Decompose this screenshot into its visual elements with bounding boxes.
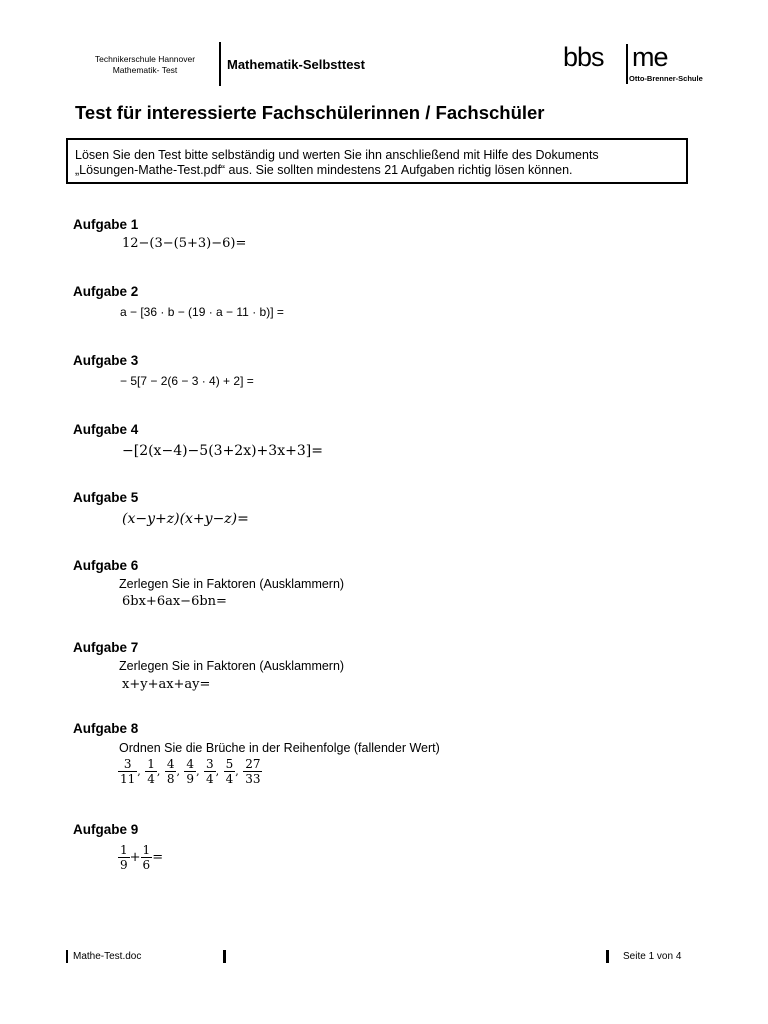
task-4-expression: −[2(x−4)−5(3+2x)+3x+3]= (122, 443, 323, 459)
denominator: 9 (186, 772, 195, 786)
school-line-2: Mathematik- Test (112, 65, 178, 75)
denominator: 33 (245, 772, 261, 786)
fraction (184, 757, 196, 786)
page-title: Test für interessierte Fachschülerinnen / Fachschüler (75, 102, 545, 123)
task-3-heading: Aufgabe 3 (73, 353, 139, 368)
school-name (80, 54, 210, 76)
equals-sign: = (152, 850, 164, 865)
separator: , (215, 765, 220, 778)
task-5-expression: (x−y+z)(x+y−z)= (122, 511, 249, 527)
numerator: 1 (142, 843, 151, 857)
task-6-heading: Aufgabe 6 (73, 558, 139, 573)
task-4-heading: Aufgabe 4 (73, 422, 139, 437)
numerator: 27 (245, 757, 261, 771)
bbs-me-logo (563, 42, 708, 87)
task-9-expression (118, 843, 163, 872)
footer-bar-middle (223, 950, 226, 963)
fraction (243, 757, 262, 786)
separator: , (196, 765, 200, 778)
denominator: 4 (225, 772, 234, 786)
task-1-heading: Aufgabe 1 (73, 217, 139, 232)
numerator: 1 (147, 757, 155, 771)
footer-page-number: Seite 1 von 4 (623, 951, 682, 962)
fraction (118, 843, 130, 872)
task-9-heading: Aufgabe 9 (73, 822, 139, 837)
denominator: 9 (120, 858, 128, 872)
separator: , (156, 765, 161, 778)
denominator: 4 (147, 772, 155, 786)
task-8-heading: Aufgabe 8 (73, 721, 139, 736)
separator: , (137, 765, 141, 778)
separator: , (176, 765, 180, 778)
task-8-note: Ordnen Sie die Brüche in der Reihenfolge (fallender Wert) (119, 741, 440, 755)
header-divider (219, 42, 221, 86)
instruction-line-1: Lösen Sie den Test bitte selbständig und werten Sie ihn anschließend mit Hilfe des Dokuments (75, 148, 599, 162)
logo-divider (626, 44, 628, 84)
fraction (141, 843, 153, 872)
numerator: 3 (206, 757, 214, 771)
numerator: 5 (225, 757, 234, 771)
numerator: 4 (166, 757, 175, 771)
footer-filename: Mathe-Test.doc (73, 951, 142, 962)
logo-subtitle: Otto-Brenner-Schule (629, 74, 703, 83)
task-6-expression: 6bx+6ax−6bn= (122, 594, 227, 609)
fraction (204, 757, 216, 786)
task-7-expression: x+y+ax+ay= (122, 677, 211, 692)
numerator: 4 (186, 757, 195, 771)
task-7-heading: Aufgabe 7 (73, 640, 139, 655)
fraction (145, 757, 157, 786)
fraction (165, 757, 177, 786)
fraction (224, 757, 236, 786)
denominator: 4 (206, 772, 214, 786)
task-7-note: Zerlegen Sie in Faktoren (Ausklammern) (119, 659, 345, 673)
footer-bar-right (606, 950, 609, 963)
numerator: 3 (123, 757, 132, 771)
logo-me-text: me (632, 42, 668, 72)
separator: , (235, 765, 239, 778)
footer-bar-left (66, 950, 68, 963)
task-2-heading: Aufgabe 2 (73, 284, 139, 299)
instruction-box (66, 138, 688, 184)
task-5-heading: Aufgabe 5 (73, 490, 139, 505)
fraction (118, 757, 137, 786)
task-2-expression: a − [36 · b − (19 · a − 11 · b)] = (120, 305, 284, 319)
task-3-expression: − 5[7 − 2(6 − 3 · 4) + 2] = (120, 374, 254, 388)
denominator: 6 (142, 858, 151, 872)
task-8-fraction-list (118, 757, 262, 786)
instruction-line-2: „Lösungen-Mathe-Test.pdf“ aus. Sie sollten mindestens 21 Aufgaben richtig lösen können. (75, 163, 573, 177)
task-1-expression: 12−(3−(5+3)−6)= (122, 236, 247, 251)
task-6-note: Zerlegen Sie in Faktoren (Ausklammern) (119, 577, 345, 591)
denominator: 8 (166, 772, 175, 786)
doc-title: Mathematik-Selbsttest (227, 57, 365, 72)
numerator: 1 (120, 843, 128, 857)
denominator: 11 (120, 772, 136, 786)
logo-bbs-text: bbs (563, 42, 604, 72)
plus-sign: + (129, 850, 141, 865)
school-line-1: Technikerschule Hannover (94, 54, 196, 64)
